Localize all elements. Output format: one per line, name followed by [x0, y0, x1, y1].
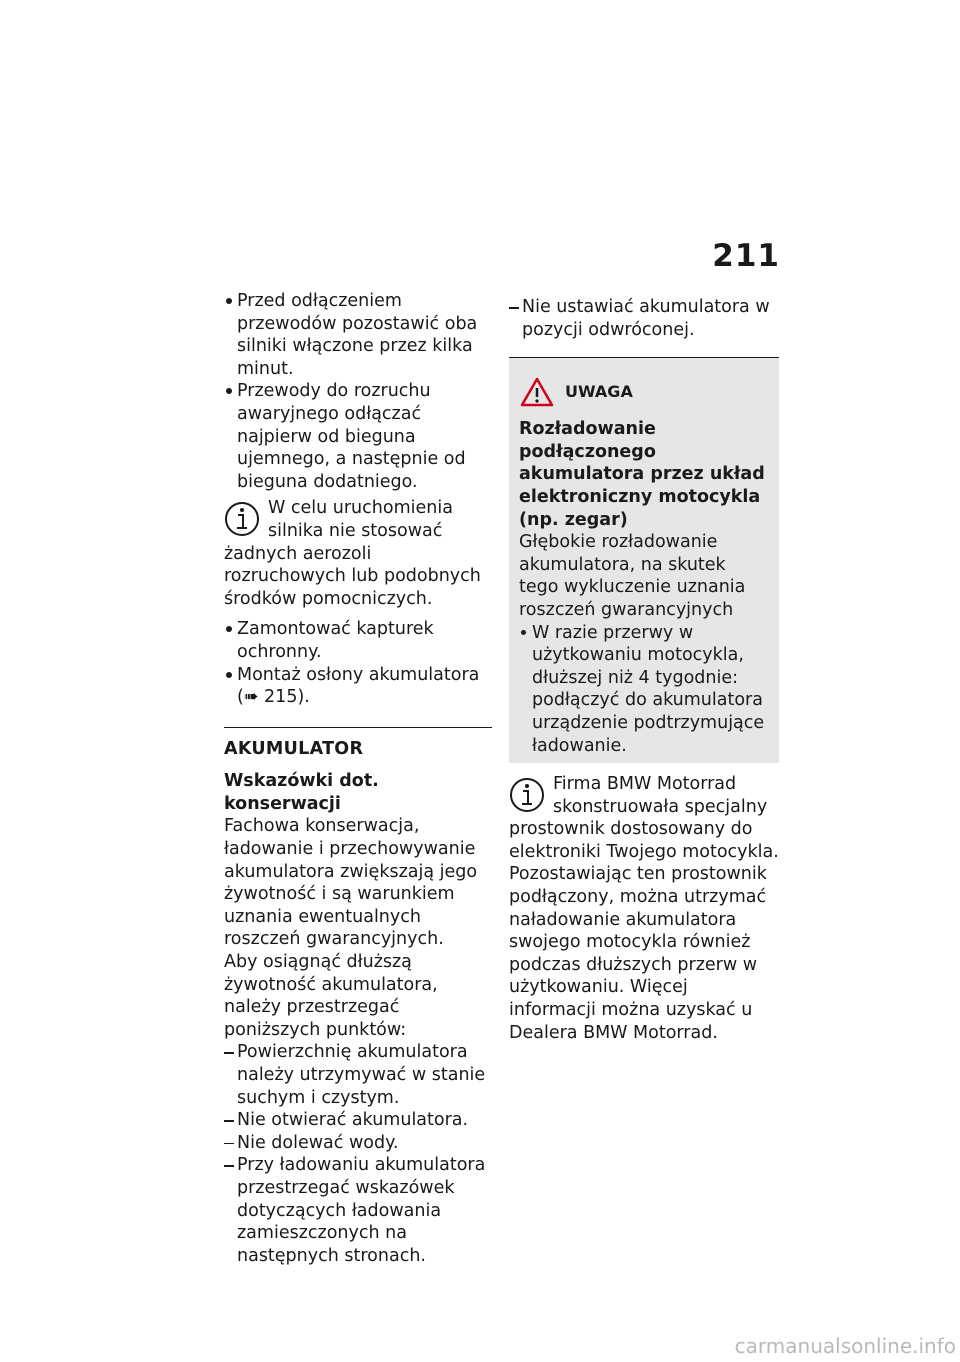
- section-divider: [224, 727, 492, 761]
- paragraph: Fachowa konserwacja, ładowanie i przechowywanie akumulatora zwiększają jego żywotność i są warunkiem uznania ewentualnych roszczeń gwarancyjnych.: [224, 816, 478, 950]
- section-heading: AKUMULATOR: [224, 738, 364, 759]
- warning-bullet-list: [519, 622, 769, 758]
- warning-header: [519, 376, 769, 408]
- dash-list: [224, 1041, 492, 1267]
- warning-title: UWAGA: [565, 381, 633, 401]
- list-item: Przy ładowaniu akumulatora przestrzegać wskazówek dotyczących ładowania zamieszczonych na następnych stronach.: [224, 1154, 492, 1267]
- info-note: [224, 497, 492, 610]
- info-note-right: [509, 773, 779, 1044]
- paragraph: Aby osiągnąć dłuższą żywotność akumulatora, należy przestrzegać poniższych punktów:: [224, 952, 438, 1040]
- info-note-text: W celu uruchomienia silnika nie stosować żadnych aerozoli rozruchowych lub podobnych środków pomocniczych.: [224, 498, 481, 609]
- list-item: Nie dolewać wody.: [224, 1132, 492, 1155]
- page-number: 211: [712, 238, 780, 274]
- info-note-text: Firma BMW Motorrad skonstruowała specjalny prostownik dostosowany do elektroniki Twojego motocykla. Pozostawiając ten prostownik podłączony, można utrzymać naładowanie akumulatora swojego motocykla również podczas dłuższych przerw w użytkowaniu. Więcej informacji można uzyskać u Dealera BMW Motorrad.: [509, 774, 779, 1043]
- bullet-list-bottom: [224, 618, 492, 708]
- dash-list-right: [509, 296, 779, 341]
- sub-heading: Wskazówki dot. konserwacji: [224, 771, 379, 814]
- warning-consequence: Głębokie rozładowanie akumulatora, na skutek tego wykluczenie uznania roszczeń gwarancyjnych: [519, 532, 746, 620]
- bullet-list-top: [224, 290, 492, 493]
- list-item: Przewody do rozruchu awaryjnego odłączać najpierw od bieguna ujemnego, a następnie od bieguna dodatniego.: [224, 380, 492, 493]
- info-icon: [509, 775, 545, 815]
- right-column: [509, 296, 779, 1044]
- list-item: Zamontować kapturek ochronny.: [224, 618, 492, 663]
- warning-triangle-icon: [519, 376, 555, 408]
- warning-box: [509, 357, 779, 763]
- list-item: Nie ustawiać akumulatora w pozycji odwróconej.: [509, 296, 779, 341]
- list-item: Przed odłączeniem przewodów pozostawić oba silniki włączone przez kilka minut.: [224, 290, 492, 380]
- info-icon: [224, 499, 260, 539]
- left-column: [224, 290, 492, 1267]
- list-item: W razie przerwy w użytkowaniu motocykla, dłuższej niż 4 tygodnie: podłączyć do akumulatora urządzenie podtrzymujące ładowanie.: [519, 622, 769, 758]
- list-item: Montaż osłony akumulatora (➠ 215).: [224, 664, 492, 709]
- list-item: Powierzchnię akumulatora należy utrzymywać w stanie suchym i czystym.: [224, 1041, 492, 1109]
- warning-cause: Rozładowanie podłączonego akumulatora przez układ elektroniczny motocykla (np. zegar): [519, 419, 765, 530]
- list-item: Nie otwierać akumulatora.: [224, 1109, 492, 1132]
- watermark: carmanualsonline.info: [734, 1334, 956, 1358]
